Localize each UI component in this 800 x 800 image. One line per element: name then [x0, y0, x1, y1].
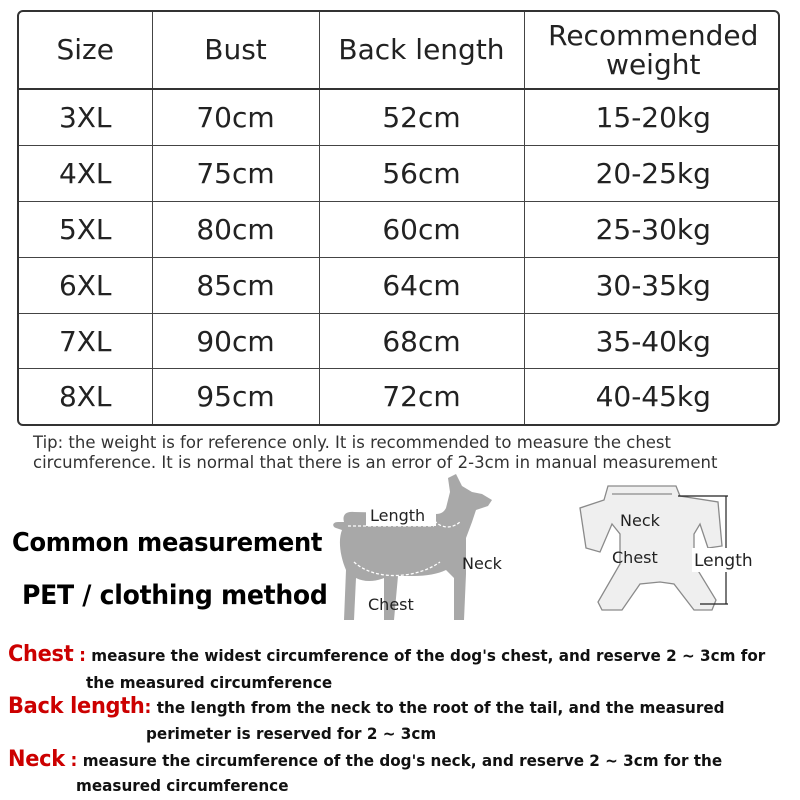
definition-neck	[8, 747, 722, 772]
definition-back-length-line-2: perimeter is reserved for 2 ~ 3cm	[146, 724, 437, 743]
garment-length-label: Length	[694, 551, 753, 571]
tip-line-1: Tip: the weight is for reference only. It is recommended to measure the chest	[33, 433, 671, 452]
method-heading-line-1: Common measurement	[12, 528, 323, 558]
garment-neck-label: Neck	[620, 511, 660, 530]
term-separator: :	[73, 645, 92, 666]
garment-chest-label: Chest	[612, 548, 658, 567]
cell-size: 3XL	[19, 89, 152, 146]
cell-weight: 20-25kg	[524, 146, 780, 202]
definition-chest-continued	[86, 673, 332, 692]
tip-line-2: circumference. It is normal that there is an error of 2-3cm in manual measurement	[33, 453, 718, 472]
size-table	[17, 10, 780, 426]
tip-note	[33, 433, 783, 473]
cell-weight: 35-40kg	[524, 313, 780, 369]
cell-bust: 95cm	[152, 369, 319, 424]
cell-bust: 75cm	[152, 146, 319, 202]
definition-back-length	[8, 694, 725, 719]
table-row	[19, 201, 780, 257]
definition-neck-line-1: measure the circumference of the dog's neck, and reserve 2 ~ 3cm for the	[82, 751, 723, 770]
cell-weight: 30-35kg	[524, 257, 780, 313]
cell-weight: 25-30kg	[524, 201, 780, 257]
definition-back-length-continued	[146, 724, 436, 743]
term-separator: :	[144, 697, 157, 718]
cell-size: 8XL	[19, 369, 152, 424]
term-neck: Neck	[8, 747, 65, 772]
definition-neck-continued	[76, 776, 289, 795]
definition-chest	[8, 642, 765, 667]
dog-length-label: Length	[370, 506, 426, 525]
cell-bust: 90cm	[152, 313, 319, 369]
table-row	[19, 313, 780, 369]
cell-back-length: 72cm	[319, 369, 524, 424]
table-row	[19, 146, 780, 202]
cell-back-length: 60cm	[319, 201, 524, 257]
header-size: Size	[19, 12, 152, 89]
table-row	[19, 89, 780, 146]
cell-bust: 80cm	[152, 201, 319, 257]
header-bust: Bust	[152, 12, 319, 89]
method-heading-line-2: PET / clothing method	[22, 580, 328, 611]
table-header-row	[19, 12, 780, 89]
table-row	[19, 369, 780, 424]
dog-neck-label: Neck	[462, 554, 502, 573]
cell-weight: 40-45kg	[595, 380, 711, 414]
definition-back-length-line-1: the length from the neck to the root of the tail, and the measured	[156, 698, 725, 717]
term-chest: Chest	[8, 642, 74, 667]
term-back-length: Back length	[8, 694, 145, 719]
cell-back-length: 56cm	[319, 146, 524, 202]
cell-back-length: 64cm	[319, 257, 524, 313]
cell-size: 7XL	[19, 313, 152, 369]
cell-back-length: 52cm	[319, 89, 524, 146]
cell-size: 6XL	[19, 257, 152, 313]
dog-chest-label: Chest	[368, 595, 414, 614]
cell-weight: 15-20kg	[524, 89, 780, 146]
definition-neck-line-2: measured circumference	[76, 776, 289, 795]
header-back-length: Back length	[319, 12, 524, 89]
header-recommended-weight: Recommended weight	[524, 12, 780, 89]
cell-size: 5XL	[19, 201, 152, 257]
cell-bust: 70cm	[152, 89, 319, 146]
cell-bust: 85cm	[152, 257, 319, 313]
definition-chest-line-1: measure the widest circumference of the dog's chest, and reserve 2 ~ 3cm for	[91, 646, 766, 665]
garment-measurement-diagram	[560, 478, 770, 626]
table-row	[19, 257, 780, 313]
cell-back-length: 68cm	[319, 313, 524, 369]
cell-size: 4XL	[19, 146, 152, 202]
dog-measurement-diagram	[326, 470, 526, 635]
term-separator: :	[64, 750, 83, 771]
definition-chest-line-2: the measured circumference	[86, 673, 333, 692]
